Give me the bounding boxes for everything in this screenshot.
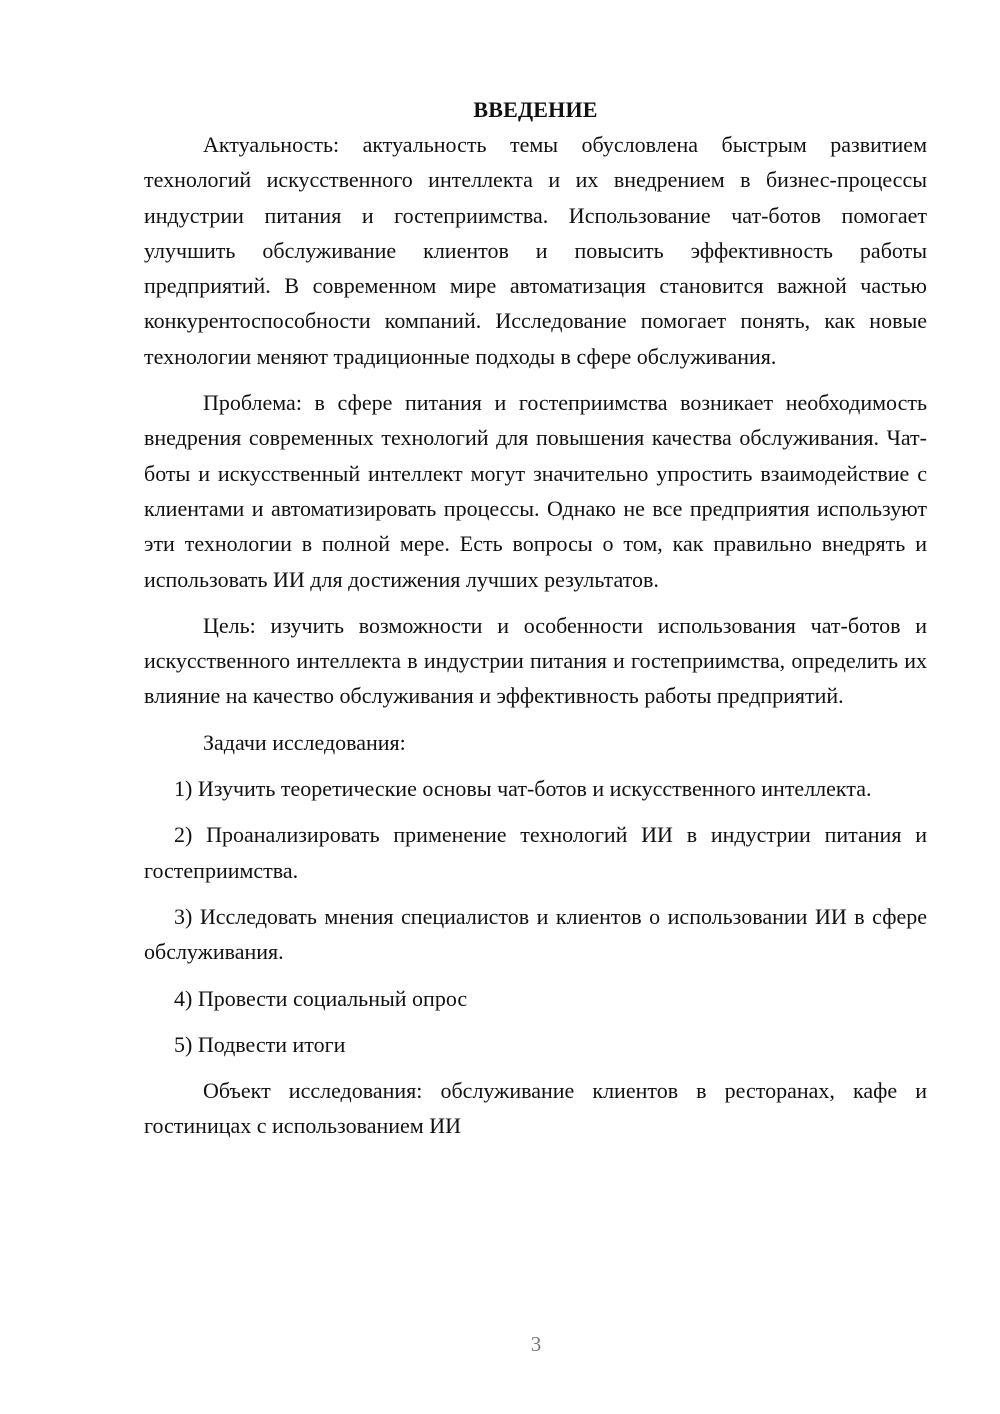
task-item-3: 3) Исследовать мнения специалистов и клиентов о использовании ИИ в сфере обслуживания.	[144, 903, 927, 965]
paragraph-gap	[144, 888, 927, 899]
task-item-5: 5) Подвести итоги	[174, 1031, 346, 1057]
paragraph-gap	[144, 374, 927, 385]
paragraph-gap	[144, 1016, 927, 1027]
task-item-1: 1) Изучить теоретические основы чат-ботов и искусственного интеллекта.	[174, 776, 872, 802]
paragraph-gap	[144, 1062, 927, 1073]
problem-paragraph: Проблема: в сфере питания и гостеприимства возникает необходимость внедрения современных технологий для повышения качества обслуживания. Чат-боты и искусственный интеллект могут значительно упростить взаимодействие с клиентами и автоматизировать процессы. Однако не все предприятия используют эти технологии в полной мере. Есть вопросы о том, как правильно внедрять и использовать ИИ для достижения лучших результатов.	[144, 390, 927, 592]
tasks-heading: Задачи исследования:	[203, 729, 406, 755]
goal-paragraph: Цель: изучить возможности и особенности использования чат-ботов и искусственного интеллекта в индустрии питания и гостеприимства, определить их влияние на качество обслуживания и эффективность работы предприятий.	[144, 612, 927, 709]
task-item-4: 4) Провести социальный опрос	[174, 985, 468, 1011]
paragraph-gap	[144, 760, 927, 771]
paragraph-gap	[144, 714, 927, 725]
paragraph-gap	[144, 597, 927, 608]
page-content	[144, 92, 927, 1144]
relevance-paragraph: Актуальность: актуальность темы обусловлена быстрым развитием технологий искусственного интеллекта и их внедрением в бизнес-процессы индустрии питания и гостеприимства. Использование чат-ботов помогает улучшить обслуживание клиентов и повысить эффективность работы предприятий. В современном мире автоматизация становится важной частью конкурентоспособности компаний. Исследование помогает понять, как новые технологии меняют традиционные подходы в сфере обслуживания.	[144, 132, 927, 369]
page-number: 3	[530, 1332, 542, 1356]
paragraph-gap	[144, 970, 927, 981]
section-heading: ВВЕДЕНИЕ	[473, 97, 598, 122]
paragraph-gap	[144, 806, 927, 817]
task-item-2: 2) Проанализировать применение технологий ИИ в индустрии питания и гостеприимства.	[144, 822, 927, 883]
object-paragraph: Объект исследования: обслуживание клиентов в ресторанах, кафе и гостиницах с использованием ИИ	[144, 1078, 927, 1139]
